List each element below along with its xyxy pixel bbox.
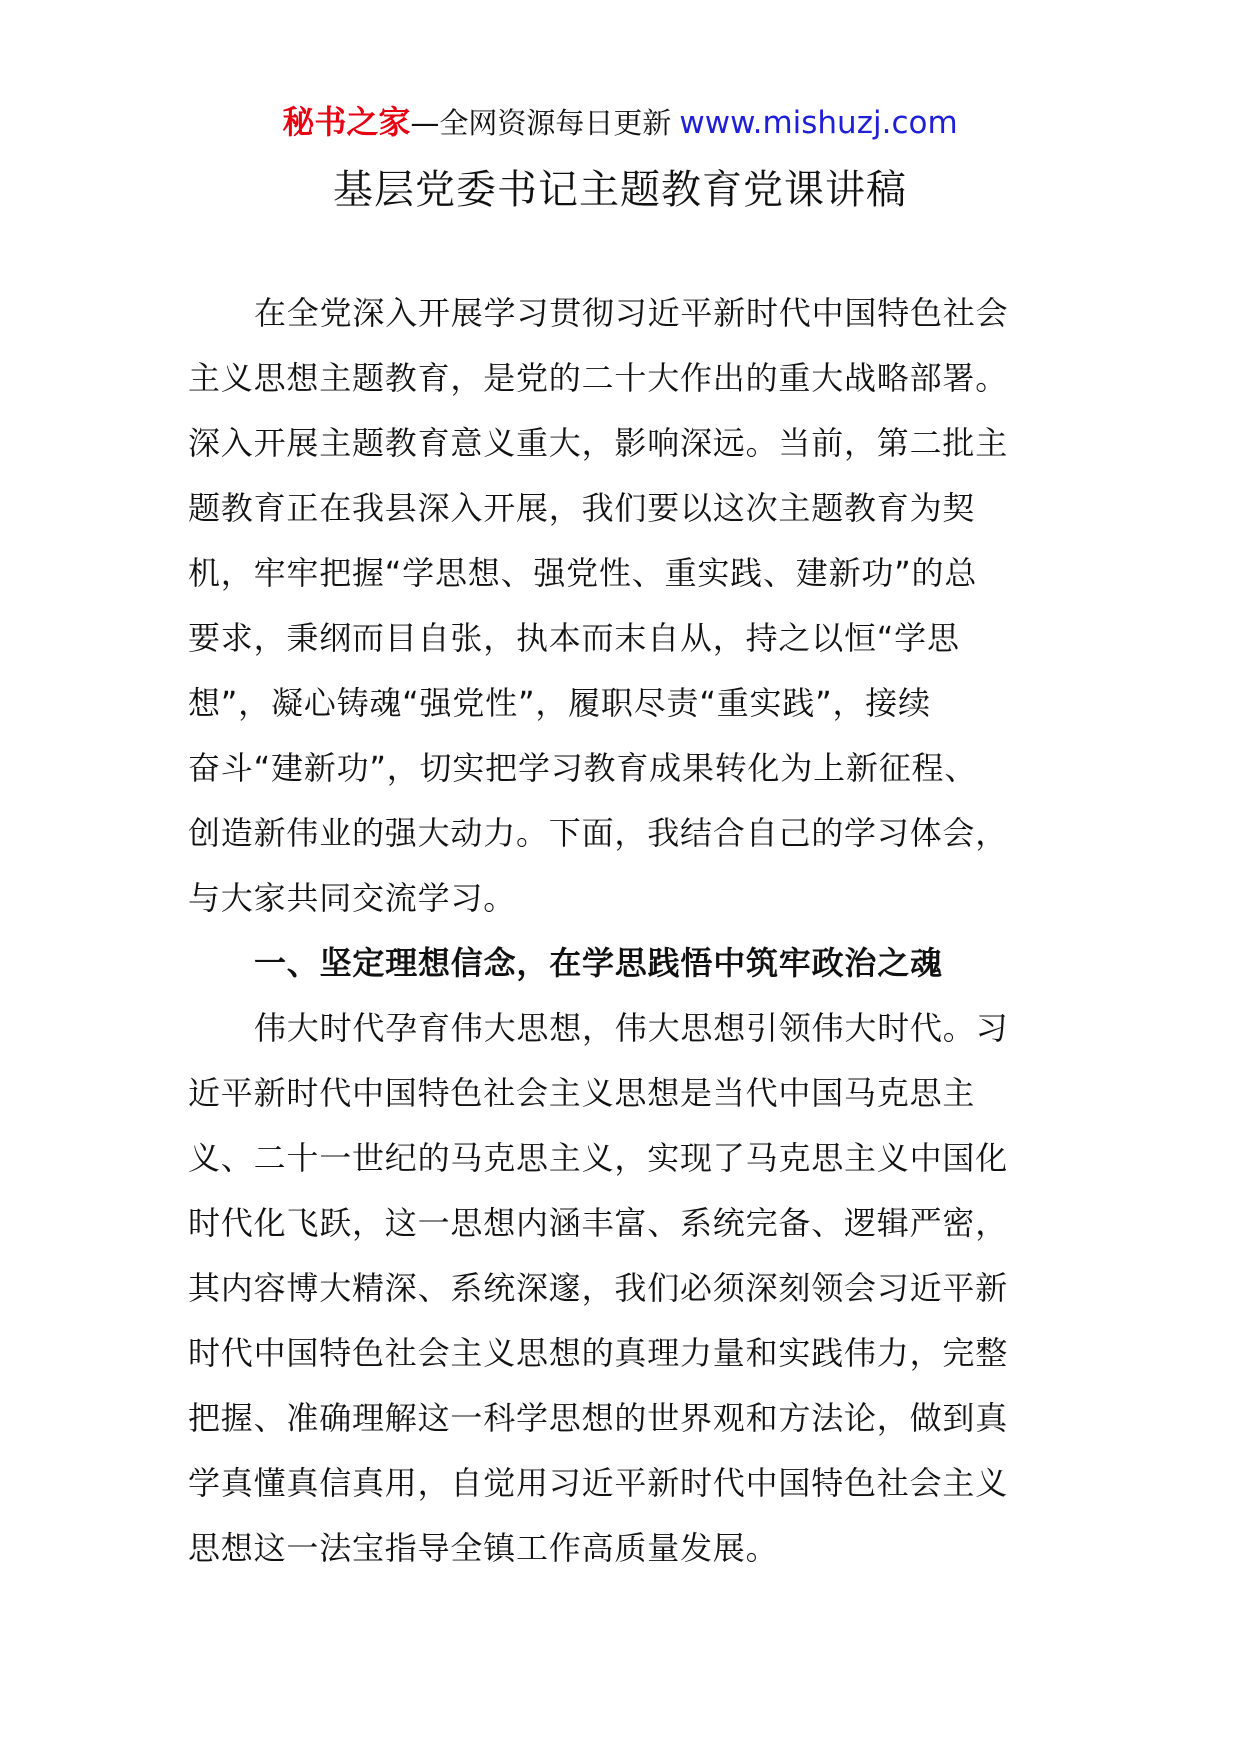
paragraph-line: 深入开展主题教育意义重大，影响深远。当前，第二批主: [188, 424, 1009, 462]
paragraph-line: 在全党深入开展学习贯彻习近平新时代中国特色社会: [254, 294, 1009, 332]
paragraph-line: 创造新伟业的强大动力。下面，我结合自己的学习体会，: [188, 814, 1009, 852]
paragraph-line: 机，牢牢把握“学思想、强党性、重实践、建新功”的总: [188, 554, 978, 592]
document-title: 基层党委书记主题教育党课讲稿: [333, 167, 907, 213]
paragraph-line: 要求，秉纲而目自张，执本而末自从，持之以恒“学思: [188, 619, 960, 657]
paragraph-line: 与大家共同交流学习。: [188, 879, 517, 917]
document-body: [188, 290, 1052, 1590]
paragraph-line: 时代化飞跃，这一思想内涵丰富、系统完备、逻辑严密，: [188, 1204, 1009, 1242]
site-header: [0, 100, 1240, 146]
paragraph-line: 主义思想主题教育，是党的二十大作出的重大战略部署。: [188, 359, 1009, 397]
paragraph-line: 伟大时代孕育伟大思想，伟大思想引领伟大时代。习: [254, 1009, 1009, 1047]
section-heading: 一、坚定理想信念，在学思践悟中筑牢政治之魂: [254, 944, 943, 982]
site-url-link[interactable]: www.mishuzj.com: [679, 105, 958, 141]
paragraph-line: 思想这一法宝指导全镇工作高质量发展。: [188, 1529, 779, 1567]
paragraph-line: 奋斗“建新功”，切实把学习教育成果转化为上新征程、: [188, 749, 978, 787]
paragraph-line: 义、二十一世纪的马克思主义，实现了马克思主义中国化: [188, 1139, 1009, 1177]
paragraph-line: 近平新时代中国特色社会主义思想是当代中国马克思主: [188, 1074, 976, 1112]
brand-name: 秘书之家: [282, 103, 411, 141]
paragraph-line: 其内容博大精深、系统深邃，我们必须深刻领会习近平新: [188, 1269, 1009, 1307]
paragraph-line: 把握、准确理解这一科学思想的世界观和方法论，做到真: [188, 1399, 1009, 1437]
paragraph-line: 学真懂真信真用，自觉用习近平新时代中国特色社会主义: [188, 1464, 1009, 1502]
paragraph-line: 题教育正在我县深入开展，我们要以这次主题教育为契: [188, 489, 976, 527]
header-slogan: —全网资源每日更新: [410, 106, 672, 140]
paragraph-line: 想”，凝心铸魂“强党性”，履职尽责“重实践”，接续: [188, 684, 931, 722]
paragraph-line: 时代中国特色社会主义思想的真理力量和实践伟力，完整: [188, 1334, 1009, 1372]
